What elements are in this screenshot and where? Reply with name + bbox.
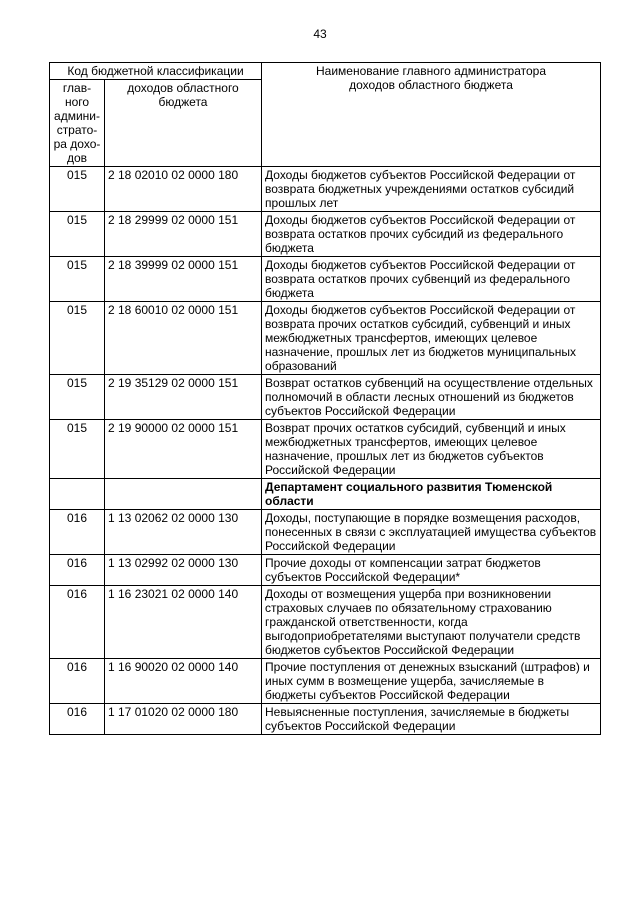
- budget-code-cell: 1 16 90020 02 0000 140: [105, 659, 262, 704]
- admin-code-cell: 015: [50, 302, 105, 375]
- budget-code-cell: 2 18 02010 02 0000 180: [105, 167, 262, 212]
- admin-code-cell: 015: [50, 167, 105, 212]
- admin-code-cell: 015: [50, 257, 105, 302]
- admin-code-cell: 015: [50, 420, 105, 479]
- revenue-name-cell: Прочие доходы от компенсации затрат бюджетов субъектов Российской Федерации*: [262, 555, 601, 586]
- header-admin-cell: глав- ного админи- страто- ра дохо- дов: [50, 80, 105, 167]
- budget-code-cell: 2 19 90000 02 0000 151: [105, 420, 262, 479]
- header-name-cell: Наименование главного администратора доходов областного бюджета: [262, 63, 601, 167]
- revenue-name-cell: Доходы бюджетов субъектов Российской Федерации от возврата прочих остатков субсидий, субвенций и иных межбюджетных трансфертов, имеющих целевое назначение, прошлых лет из бюджетов муниципальных образований: [262, 302, 601, 375]
- admin-code-cell: 016: [50, 659, 105, 704]
- admin-code-cell: 015: [50, 375, 105, 420]
- table-row: [50, 479, 601, 510]
- admin-code-cell: [50, 479, 105, 510]
- budget-code-cell: 1 16 23021 02 0000 140: [105, 586, 262, 659]
- header-row-group: [50, 63, 601, 80]
- table-row: [50, 167, 601, 212]
- header-income-cell: доходов областного бюджета: [105, 80, 262, 167]
- admin-code-cell: 016: [50, 704, 105, 735]
- table-row: [50, 212, 601, 257]
- admin-code-cell: 016: [50, 586, 105, 659]
- header-group-cell: Код бюджетной классификации: [50, 63, 262, 80]
- table-row: [50, 586, 601, 659]
- table-row: [50, 420, 601, 479]
- revenue-name-cell: Доходы, поступающие в порядке возмещения расходов, понесенных в связи с эксплуатацией имущества субъектов Российской Федерации: [262, 510, 601, 555]
- table-row: [50, 302, 601, 375]
- budget-code-cell: 1 17 01020 02 0000 180: [105, 704, 262, 735]
- admin-code-cell: 016: [50, 510, 105, 555]
- budget-code-cell: 2 18 29999 02 0000 151: [105, 212, 262, 257]
- revenue-name-cell: Доходы от возмещения ущерба при возникновении страховых случаев по обязательному страхованию гражданской ответственности, когда выгодоприобретателями выступают получатели средств бюджетов субъектов Российской Федерации: [262, 586, 601, 659]
- table-row: [50, 659, 601, 704]
- revenue-name-cell: Доходы бюджетов субъектов Российской Федерации от возврата остатков прочих субвенций из федерального бюджета: [262, 257, 601, 302]
- budget-code-cell: 2 18 39999 02 0000 151: [105, 257, 262, 302]
- revenue-name-cell: Департамент социального развития Тюменской области: [262, 479, 601, 510]
- revenue-name-cell: Возврат прочих остатков субсидий, субвенций и иных межбюджетных трансфертов, имеющих целевое назначение, прошлых лет из бюджетов субъектов Российской Федерации: [262, 420, 601, 479]
- budget-code-cell: 2 19 35129 02 0000 151: [105, 375, 262, 420]
- budget-code-cell: 1 13 02062 02 0000 130: [105, 510, 262, 555]
- budget-classification-table: [49, 62, 601, 735]
- revenue-name-cell: Доходы бюджетов субъектов Российской Федерации от возврата бюджетных учреждениями остатков субсидий прошлых лет: [262, 167, 601, 212]
- revenue-name-cell: Доходы бюджетов субъектов Российской Федерации от возврата остатков прочих субсидий из федерального бюджета: [262, 212, 601, 257]
- table-row: [50, 257, 601, 302]
- budget-code-cell: [105, 479, 262, 510]
- table-body: [50, 167, 601, 735]
- table-row: [50, 375, 601, 420]
- table-row: [50, 510, 601, 555]
- budget-code-cell: 2 18 60010 02 0000 151: [105, 302, 262, 375]
- admin-code-cell: 016: [50, 555, 105, 586]
- revenue-name-cell: Невыясненные поступления, зачисляемые в бюджеты субъектов Российской Федерации: [262, 704, 601, 735]
- admin-code-cell: 015: [50, 212, 105, 257]
- revenue-name-cell: Возврат остатков субвенций на осуществление отдельных полномочий в области лесных отношений из бюджетов субъектов Российской Федерации: [262, 375, 601, 420]
- table-row: [50, 555, 601, 586]
- page-number: 43: [313, 27, 327, 41]
- table-row: [50, 704, 601, 735]
- budget-code-cell: 1 13 02992 02 0000 130: [105, 555, 262, 586]
- revenue-name-cell: Прочие поступления от денежных взысканий (штрафов) и иных сумм в возмещение ущерба, зачисляемые в бюджеты субъектов Российской Федерации: [262, 659, 601, 704]
